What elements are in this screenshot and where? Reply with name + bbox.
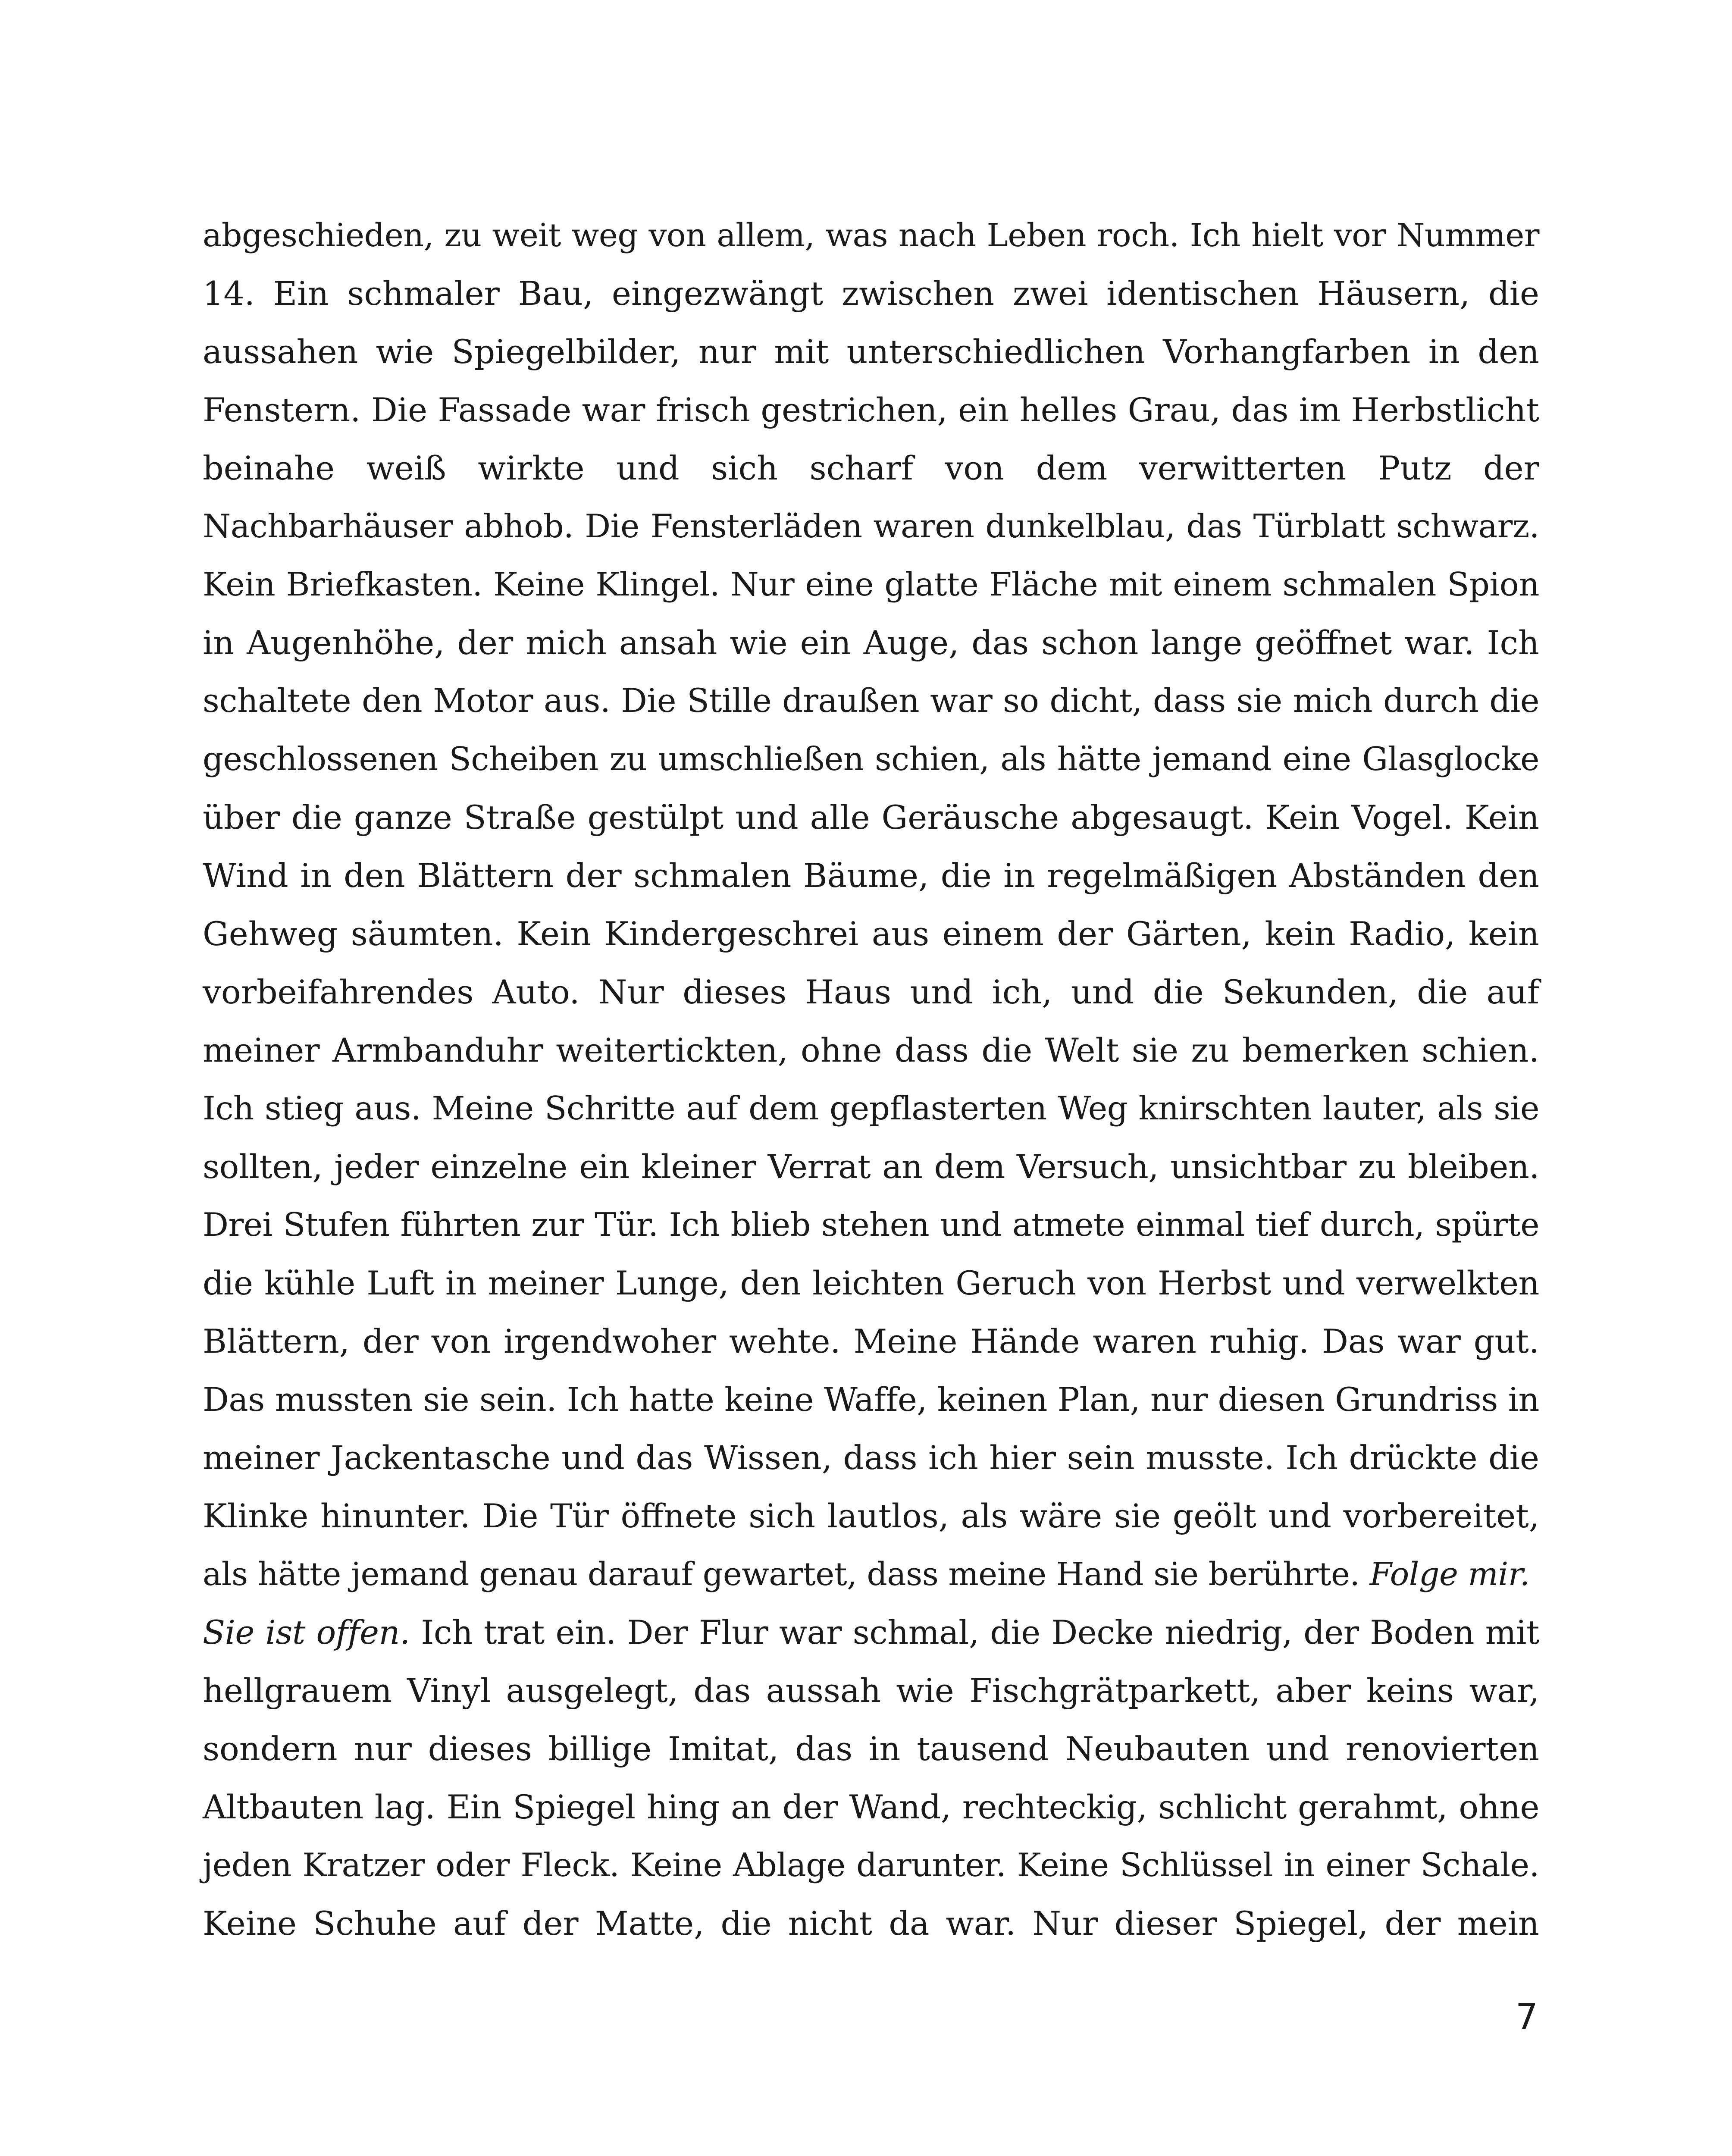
- text-line: Das mussten sie sein. Ich hatte keine Waffe, keinen Plan, nur diesen Grundriss in: [203, 1380, 1539, 1419]
- text-line: Ich stieg aus. Meine Schritte auf dem gepflasterten Weg knirschten lauter, als sie: [203, 1089, 1539, 1127]
- text-line: sondern nur dieses billige Imitat, das in tausend Neubauten und renovierten: [203, 1730, 1539, 1768]
- italic-text: Sie ist offen.: [203, 1613, 410, 1651]
- body-text: [203, 206, 1539, 1952]
- text-line: Wind in den Blättern der schmalen Bäume, die in regelmäßigen Abständen den: [203, 856, 1539, 895]
- text-line: aussahen wie Spiegelbilder, nur mit unterschiedlichen Vorhangfarben in den: [203, 332, 1539, 371]
- text-segment: als hätte jemand genau darauf gewartet, dass meine Hand sie berührte.: [203, 1555, 1360, 1593]
- text-line: Nachbarhäuser abhob. Die Fensterläden waren dunkelblau, das Türblatt schwarz.: [203, 508, 1539, 545]
- page-number: 7: [1515, 1996, 1538, 2037]
- text-line: über die ganze Straße gestülpt und alle Geräusche abgesaugt. Kein Vogel. Kein: [203, 798, 1539, 837]
- text-line: schaltete den Motor aus. Die Stille draußen war so dicht, dass sie mich durch die: [203, 682, 1539, 720]
- text-line: Blättern, der von irgendwoher wehte. Meine Hände waren ruhig. Das war gut.: [203, 1322, 1539, 1360]
- text-line: meiner Jackentasche und das Wissen, dass ich hier sein musste. Ich drückte die: [203, 1438, 1539, 1477]
- text-line: Altbauten lag. Ein Spiegel hing an der Wand, rechteckig, schlicht gerahmt, ohne: [203, 1788, 1539, 1826]
- text-line: Keine Schuhe auf der Matte, die nicht da war. Nur dieser Spiegel, der mein: [203, 1904, 1539, 1943]
- text-line: in Augenhöhe, der mich ansah wie ein Auge, das schon lange geöffnet war. Ich: [203, 624, 1539, 662]
- text-line: Fenstern. Die Fassade war frisch gestrichen, ein helles Grau, das im Herbstlicht: [203, 391, 1539, 429]
- text-line: Klinke hinunter. Die Tür öffnete sich lautlos, als wäre sie geölt und vorbereitet,: [203, 1497, 1539, 1535]
- text-line: hellgrauem Vinyl ausgelegt, das aussah wie Fischgrätparkett, aber keins war,: [203, 1671, 1539, 1710]
- text-line: sollten, jeder einzelne ein kleiner Verrat an dem Versuch, unsichtbar zu bleiben.: [203, 1147, 1539, 1186]
- text-line: Drei Stufen führten zur Tür. Ich blieb stehen und atmete einmal tief durch, spürte: [203, 1206, 1539, 1244]
- text-line: die kühle Luft in meiner Lunge, den leichten Geruch von Herbst und verwelkten: [203, 1264, 1539, 1302]
- text-line: vorbeifahrendes Auto. Nur dieses Haus und ich, und die Sekunden, die auf: [203, 973, 1539, 1011]
- text-line: meiner Armbanduhr weitertickten, ohne dass die Welt sie zu bemerken schien.: [203, 1031, 1539, 1069]
- text-line: beinahe weiß wirkte und sich scharf von dem verwitterten Putz der: [203, 449, 1539, 487]
- text-line: jeden Kratzer oder Fleck. Keine Ablage darunter. Keine Schlüssel in einer Schale.: [203, 1846, 1539, 1884]
- text-line: abgeschieden, zu weit weg von allem, was nach Leben roch. Ich hielt vor Nummer: [203, 216, 1539, 254]
- text-line: 14. Ein schmaler Bau, eingezwängt zwischen zwei identischen Häusern, die: [203, 274, 1539, 313]
- text-line: geschlossenen Scheiben zu umschließen schien, als hätte jemand eine Glasglocke: [203, 740, 1539, 778]
- italic-text: Folge mir.: [1369, 1555, 1530, 1593]
- text-line-with-italic: [203, 1603, 1539, 1661]
- text-line: Gehweg säumten. Kein Kindergeschrei aus einem der Gärten, kein Radio, kein: [203, 915, 1539, 953]
- text-line-with-italic: [203, 1545, 1539, 1603]
- text-line: Kein Briefkasten. Keine Klingel. Nur eine glatte Fläche mit einem schmalen Spion: [203, 566, 1539, 603]
- text-segment: Ich trat ein. Der Flur war schmal, die Decke niedrig, der Boden mit: [421, 1613, 1540, 1651]
